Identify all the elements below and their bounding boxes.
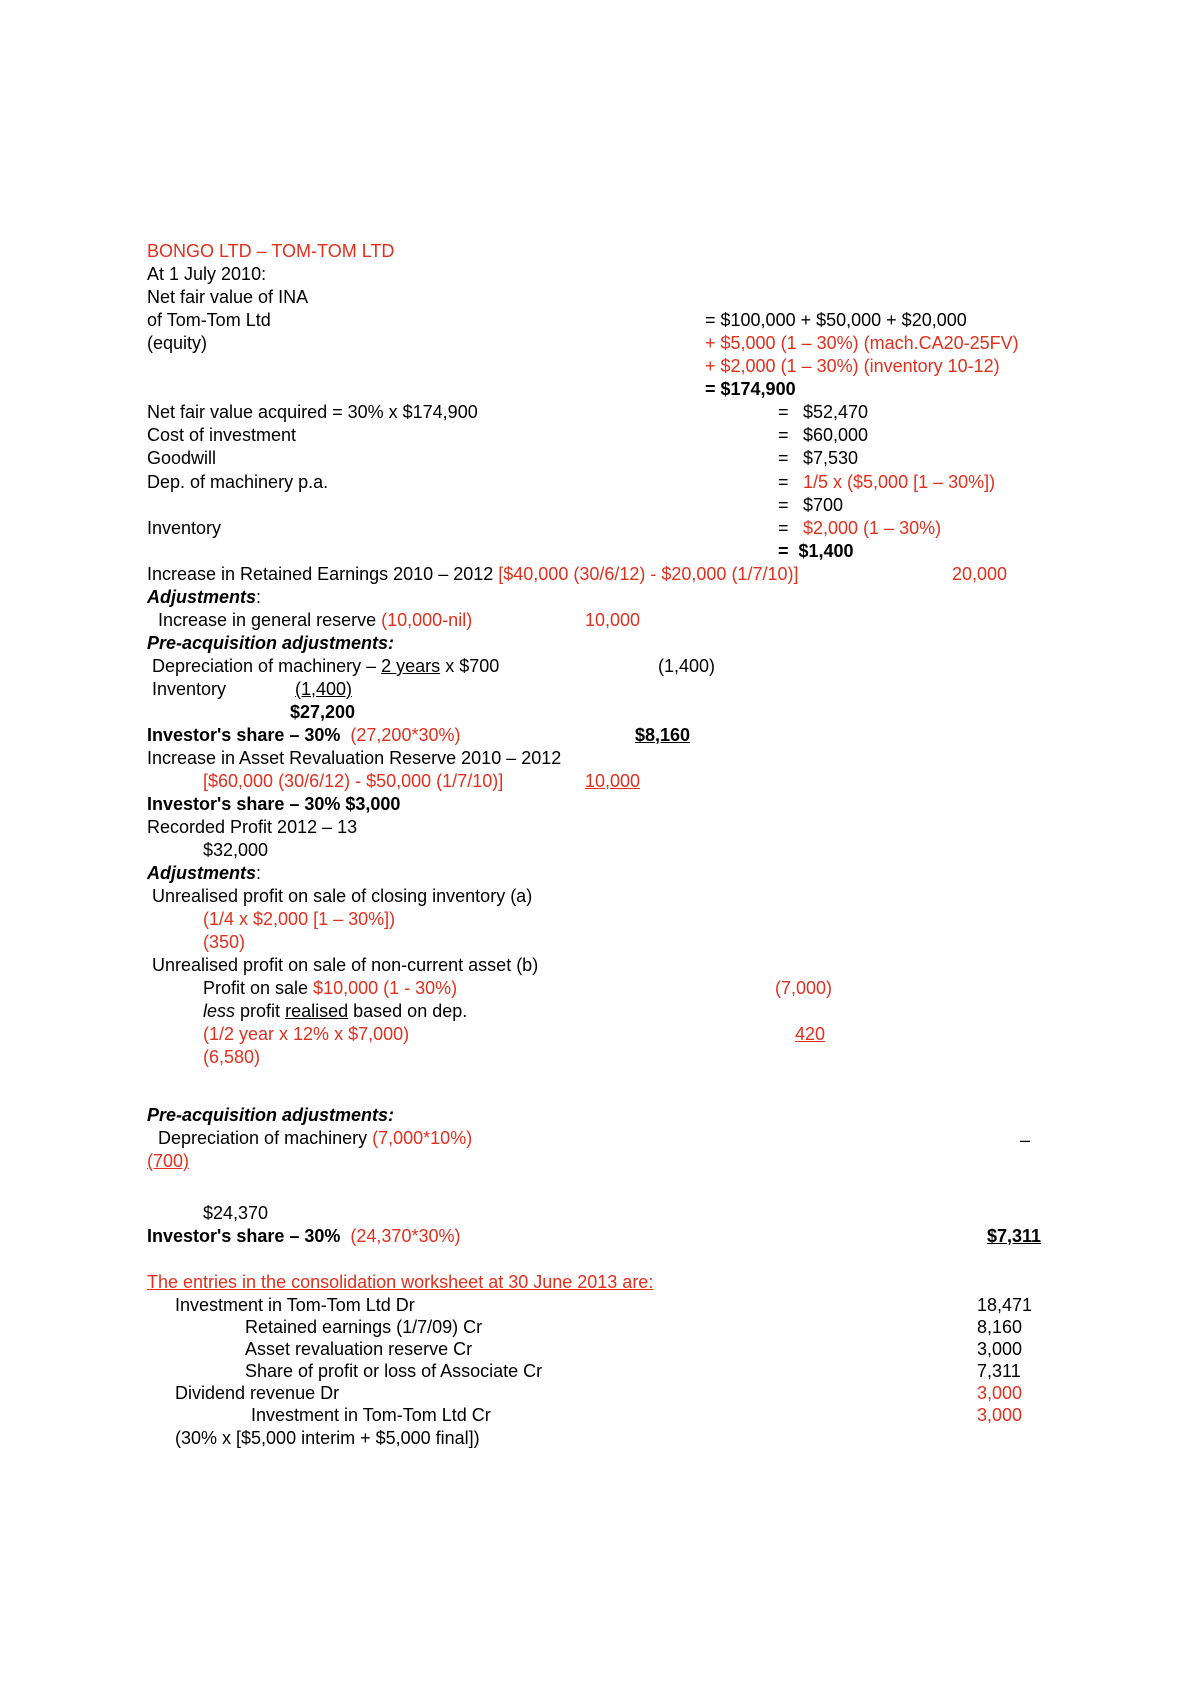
dep-eq-2: = (778, 495, 789, 515)
nfv-label-2: of Tom-Tom Ltd (147, 310, 271, 330)
upn-label: Unrealised profit on sale of non-current asset (b) (152, 955, 539, 975)
inventory-calc: $2,000 (1 – 30%) (803, 518, 942, 538)
goodwill-eq: = (778, 448, 789, 468)
share-3-label: Investor's share – 30% (147, 1226, 341, 1246)
dep-eq: = (778, 472, 789, 492)
dep-mach-rest: x $700 (445, 656, 500, 676)
pre-acq-heading-1: Pre-acquisition adjustments: (147, 633, 395, 653)
share-1-calc: (27,200*30%) (350, 725, 461, 745)
pos-line (203, 977, 457, 999)
nfv-calc-1: = $100,000 + $50,000 + $20,000 (705, 310, 967, 330)
acq-eq: = (778, 402, 789, 422)
gen-reserve-label: Increase in general reserve (158, 610, 377, 630)
entry-6-value: 3,000 (977, 1405, 1023, 1425)
upi-value: (350) (203, 932, 246, 952)
dep2-calc: (7,000*10%) (372, 1128, 473, 1148)
subtotal-1: $27,200 (290, 702, 356, 722)
entry-7-label: (30% x [$5,000 interim + $5,000 final]) (175, 1428, 480, 1448)
pos-calc: $10,000 (1 - 30%) (313, 978, 458, 998)
entry-4-value: 7,311 (977, 1361, 1021, 1381)
less-rest: based on dep. (353, 1001, 468, 1021)
upi-calc: (1/4 x $2,000 [1 – 30%]) (203, 909, 396, 929)
dep-mach-label: Depreciation of machinery – (152, 656, 377, 676)
gen-reserve-calc: (10,000-nil) (381, 610, 473, 630)
share-1-value: $8,160 (635, 725, 691, 745)
adjustments-heading-1-text: Adjustments (147, 587, 257, 607)
inventory-label: Inventory (147, 518, 222, 538)
less-word: less (203, 1001, 236, 1021)
goodwill-value: $7,530 (803, 448, 859, 468)
inventory-adj-value: (1,400) (295, 679, 353, 699)
adjustments-heading-2 (147, 862, 261, 884)
dep-mach-value: (1,400) (658, 656, 716, 676)
adjustments-heading-2-text: Adjustments (147, 863, 257, 883)
pos-label: Profit on sale (203, 978, 309, 998)
realised-value: 420 (795, 1024, 826, 1044)
entry-6-label: Investment in Tom-Tom Ltd Cr (251, 1405, 491, 1425)
entry-2-label: Retained earnings (1/7/09) Cr (245, 1317, 483, 1337)
re-label (147, 563, 798, 585)
upi-label: Unrealised profit on sale of closing inventory (a) (152, 886, 533, 906)
gen-reserve-line (158, 609, 472, 631)
acq-label: Net fair value acquired = 30% x $174,900 (147, 402, 478, 422)
nfv-label-3: (equity) (147, 333, 208, 353)
less-realised: realised (285, 1001, 349, 1021)
pre-acq-heading-2: Pre-acquisition adjustments: (147, 1105, 395, 1125)
cost-value: $60,000 (803, 425, 869, 445)
arr-value: 10,000 (585, 771, 641, 791)
dep-mach-line (152, 655, 499, 677)
inventory-total: = $1,400 (778, 541, 854, 561)
dep-label: Dep. of machinery p.a. (147, 472, 329, 492)
dep-mach-years: 2 years (381, 656, 441, 676)
adjustments-heading-2-colon: : (256, 863, 262, 883)
pos-value: (7,000) (775, 978, 833, 998)
share-1-line (147, 724, 460, 746)
upn-value: (6,580) (203, 1047, 261, 1067)
share-2-label: Investor's share – 30% $3,000 (147, 794, 401, 814)
inventory-adj-label: Inventory (152, 679, 227, 699)
cost-label: Cost of investment (147, 425, 297, 445)
re-label-text: Increase in Retained Earnings 2010 – 2012 (147, 564, 494, 584)
dep-value: $700 (803, 495, 844, 515)
arr-calc: [$60,000 (30/6/12) - $50,000 (1/7/10)] (203, 771, 504, 791)
re-value: 20,000 (952, 564, 1008, 584)
share-3-value: $7,311 (987, 1226, 1042, 1246)
share-3-calc: (24,370*30%) (350, 1226, 461, 1246)
profit-label: Recorded Profit 2012 – 13 (147, 817, 358, 837)
dep2-line (158, 1127, 472, 1149)
acq-value: $52,470 (803, 402, 869, 422)
goodwill-label: Goodwill (147, 448, 217, 468)
dep2-dash: – (1020, 1130, 1031, 1150)
nfv-calc-2: + $5,000 (1 – 30%) (mach.CA20-25FV) (705, 333, 1019, 353)
realised-calc: (1/2 year x 12% x $7,000) (203, 1024, 410, 1044)
nfv-total: = $174,900 (705, 379, 796, 399)
re-calc: [$40,000 (30/6/12) - $20,000 (1/7/10)] (498, 564, 799, 584)
entry-1-value: 18,471 (977, 1295, 1033, 1315)
profit-value: $32,000 (203, 840, 269, 860)
subtotal-2: $24,370 (203, 1203, 269, 1223)
dep-calc: 1/5 x ($5,000 [1 – 30%]) (803, 472, 996, 492)
dep2-label: Depreciation of machinery (158, 1128, 368, 1148)
dep2-value: (700) (147, 1151, 190, 1171)
entry-5-value: 3,000 (977, 1383, 1023, 1403)
nfv-label-1: Net fair value of INA (147, 287, 309, 307)
nfv-calc-3: + $2,000 (1 – 30%) (inventory 10-12) (705, 356, 1000, 376)
entry-5-label: Dividend revenue Dr (175, 1383, 340, 1403)
at-date: At 1 July 2010: (147, 264, 267, 284)
entry-1-label: Investment in Tom-Tom Ltd Dr (175, 1295, 415, 1315)
entries-heading: The entries in the consolidation worksheet at 30 June 2013 are: (147, 1272, 654, 1292)
adjustments-heading-1-colon: : (256, 587, 262, 607)
gen-reserve-value: 10,000 (585, 610, 641, 630)
entry-3-value: 3,000 (977, 1339, 1023, 1359)
inventory-eq: = (778, 518, 789, 538)
arr-label: Increase in Asset Revaluation Reserve 2010 – 2012 (147, 748, 562, 768)
less-line (203, 1000, 467, 1022)
doc-title: BONGO LTD – TOM-TOM LTD (147, 241, 395, 261)
less-profit: profit (240, 1001, 281, 1021)
share-3-line (147, 1225, 460, 1247)
entry-4-label: Share of profit or loss of Associate Cr (245, 1361, 543, 1381)
adjustments-heading-1 (147, 586, 261, 608)
cost-eq: = (778, 425, 789, 445)
entry-3-label: Asset revaluation reserve Cr (245, 1339, 473, 1359)
entry-2-value: 8,160 (977, 1317, 1023, 1337)
share-1-label: Investor's share – 30% (147, 725, 341, 745)
